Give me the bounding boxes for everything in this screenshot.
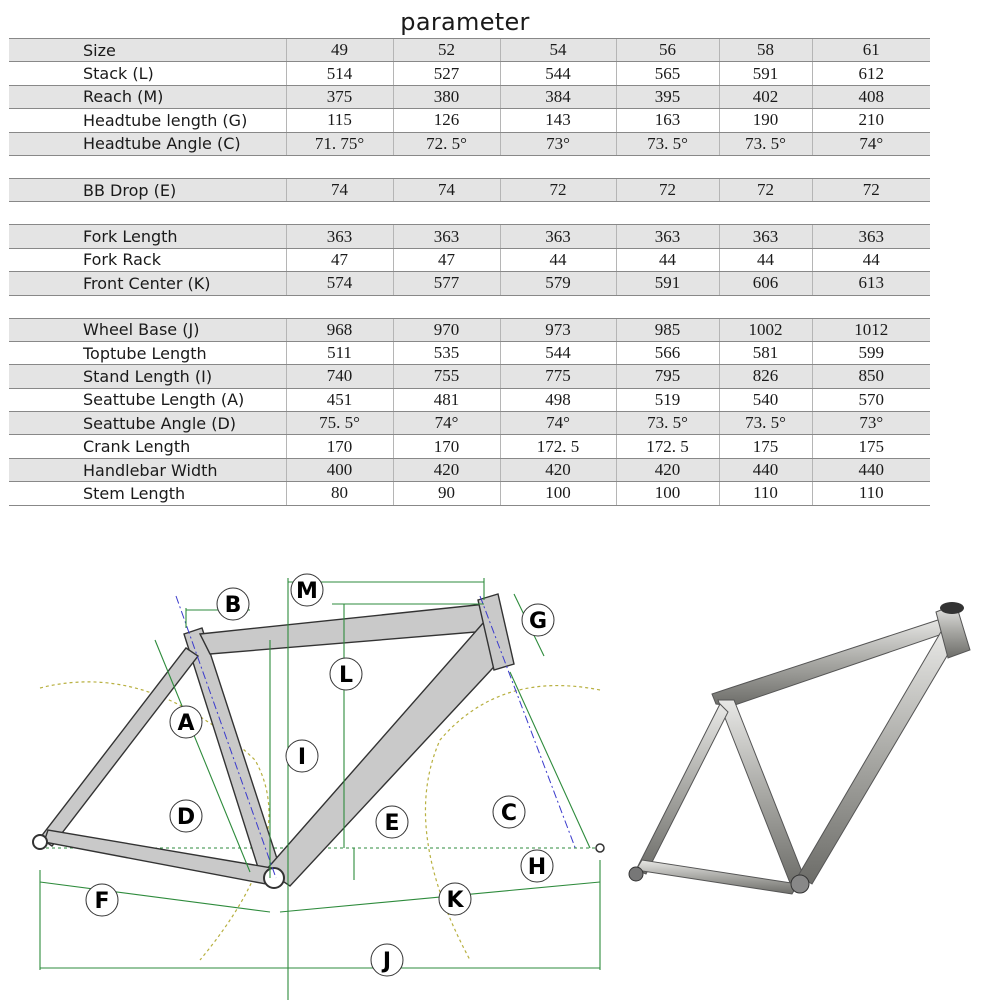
label-L bbox=[330, 658, 362, 690]
cell-value: 402 bbox=[719, 85, 812, 108]
cell-value: 363 bbox=[719, 225, 812, 248]
row-label: Headtube Angle (C) bbox=[9, 132, 286, 155]
row-label: Fork Rack bbox=[9, 248, 286, 271]
cell-value: 80 bbox=[286, 482, 393, 505]
cell-value: 90 bbox=[393, 482, 500, 505]
cell-value: 73. 5° bbox=[719, 132, 812, 155]
label-B bbox=[217, 588, 249, 620]
svg-text:J: J bbox=[382, 949, 392, 974]
cell-value: 565 bbox=[616, 62, 719, 85]
table-row bbox=[9, 85, 930, 108]
cell-value: 363 bbox=[812, 225, 930, 248]
svg-text:D: D bbox=[176, 805, 196, 830]
cell-value: 44 bbox=[616, 248, 719, 271]
row-label: Stack (L) bbox=[9, 62, 286, 85]
cell-value: 511 bbox=[286, 341, 393, 364]
svg-text:H: H bbox=[527, 855, 547, 880]
label-D bbox=[170, 800, 202, 832]
spacer-row bbox=[9, 155, 930, 178]
row-label: Reach (M) bbox=[9, 85, 286, 108]
row-label: Front Center (K) bbox=[9, 272, 286, 295]
cell-value: 100 bbox=[616, 482, 719, 505]
cell-value: 1012 bbox=[812, 318, 930, 341]
cell-value: 544 bbox=[500, 62, 616, 85]
row-label: Seattube Length (A) bbox=[9, 388, 286, 411]
cell-value: 985 bbox=[616, 318, 719, 341]
frame-geometry-diagram bbox=[0, 540, 620, 1000]
table-row bbox=[9, 272, 930, 295]
cell-value: 72 bbox=[812, 178, 930, 201]
cell-value: 47 bbox=[393, 248, 500, 271]
cell-value: 420 bbox=[393, 458, 500, 481]
cell-value: 755 bbox=[393, 365, 500, 388]
cell-value: 75. 5° bbox=[286, 412, 393, 435]
table-row bbox=[9, 39, 930, 62]
cell-value: 591 bbox=[719, 62, 812, 85]
cell-value: 581 bbox=[719, 341, 812, 364]
cell-value: 384 bbox=[500, 85, 616, 108]
cell-value: 44 bbox=[500, 248, 616, 271]
cell-value: 826 bbox=[719, 365, 812, 388]
table-row bbox=[9, 458, 930, 481]
label-A bbox=[170, 706, 202, 738]
cell-value: 72 bbox=[719, 178, 812, 201]
cell-value: 440 bbox=[812, 458, 930, 481]
cell-value: 577 bbox=[393, 272, 500, 295]
cell-value: 100 bbox=[500, 482, 616, 505]
row-label: Fork Length bbox=[9, 225, 286, 248]
table-row bbox=[9, 341, 930, 364]
row-label: Size bbox=[9, 39, 286, 62]
cell-value: 47 bbox=[286, 248, 393, 271]
cell-value: 973 bbox=[500, 318, 616, 341]
row-label: Toptube Length bbox=[9, 341, 286, 364]
geometry-table bbox=[9, 38, 930, 506]
cell-value: 74 bbox=[393, 178, 500, 201]
cell-value: 420 bbox=[616, 458, 719, 481]
cell-value: 591 bbox=[616, 272, 719, 295]
table-title: parameter bbox=[400, 8, 530, 36]
frame-photo bbox=[610, 600, 1000, 920]
frame-outline bbox=[40, 594, 514, 886]
cell-value: 210 bbox=[812, 109, 930, 132]
cell-value: 74 bbox=[286, 178, 393, 201]
cell-value: 574 bbox=[286, 272, 393, 295]
row-label: Wheel Base (J) bbox=[9, 318, 286, 341]
svg-text:L: L bbox=[338, 663, 354, 688]
label-C bbox=[493, 796, 525, 828]
cell-value: 540 bbox=[719, 388, 812, 411]
cell-value: 72 bbox=[500, 178, 616, 201]
table-row bbox=[9, 435, 930, 458]
cell-value: 970 bbox=[393, 318, 500, 341]
cell-value: 72. 5° bbox=[393, 132, 500, 155]
table-row bbox=[9, 388, 930, 411]
cell-value: 514 bbox=[286, 62, 393, 85]
cell-value: 408 bbox=[812, 85, 930, 108]
cell-value: 570 bbox=[812, 388, 930, 411]
cell-value: 599 bbox=[812, 341, 930, 364]
svg-text:F: F bbox=[94, 889, 110, 914]
table-row bbox=[9, 225, 930, 248]
cell-value: 795 bbox=[616, 365, 719, 388]
table-row bbox=[9, 248, 930, 271]
cell-value: 519 bbox=[616, 388, 719, 411]
label-H bbox=[521, 850, 553, 882]
cell-value: 613 bbox=[812, 272, 930, 295]
label-G bbox=[522, 604, 554, 636]
cell-value: 73° bbox=[812, 412, 930, 435]
cell-value: 363 bbox=[616, 225, 719, 248]
cell-value: 44 bbox=[719, 248, 812, 271]
label-E bbox=[376, 806, 408, 838]
svg-text:E: E bbox=[384, 811, 400, 836]
row-label: Headtube length (G) bbox=[9, 109, 286, 132]
cell-value: 126 bbox=[393, 109, 500, 132]
table-row bbox=[9, 62, 930, 85]
rear-wheel-arc bbox=[40, 682, 269, 960]
cell-value: 440 bbox=[719, 458, 812, 481]
row-label: BB Drop (E) bbox=[9, 178, 286, 201]
cell-value: 850 bbox=[812, 365, 930, 388]
cell-value: 110 bbox=[812, 482, 930, 505]
svg-text:C: C bbox=[500, 801, 518, 826]
table-row bbox=[9, 318, 930, 341]
cell-value: 481 bbox=[393, 388, 500, 411]
cell-value: 71. 75° bbox=[286, 132, 393, 155]
cell-value: 73° bbox=[500, 132, 616, 155]
cell-value: 420 bbox=[500, 458, 616, 481]
cell-value: 73. 5° bbox=[616, 132, 719, 155]
label-F bbox=[86, 884, 118, 916]
cell-value: 535 bbox=[393, 341, 500, 364]
cell-value: 606 bbox=[719, 272, 812, 295]
cell-value: 58 bbox=[719, 39, 812, 62]
cell-value: 143 bbox=[500, 109, 616, 132]
cell-value: 52 bbox=[393, 39, 500, 62]
cell-value: 612 bbox=[812, 62, 930, 85]
svg-text:A: A bbox=[177, 711, 195, 736]
cell-value: 170 bbox=[286, 435, 393, 458]
cell-value: 190 bbox=[719, 109, 812, 132]
table-row bbox=[9, 412, 930, 435]
cell-value: 579 bbox=[500, 272, 616, 295]
table-row bbox=[9, 109, 930, 132]
cell-value: 54 bbox=[500, 39, 616, 62]
cell-value: 115 bbox=[286, 109, 393, 132]
row-label: Stem Length bbox=[9, 482, 286, 505]
cell-value: 175 bbox=[719, 435, 812, 458]
cell-value: 172. 5 bbox=[616, 435, 719, 458]
rear-dropout bbox=[33, 835, 47, 849]
cell-value: 375 bbox=[286, 85, 393, 108]
row-label: Seattube Angle (D) bbox=[9, 412, 286, 435]
table-row bbox=[9, 178, 930, 201]
svg-text:B: B bbox=[224, 593, 242, 618]
svg-text:G: G bbox=[528, 609, 548, 634]
spacer-row bbox=[9, 295, 930, 318]
cell-value: 740 bbox=[286, 365, 393, 388]
row-label: Handlebar Width bbox=[9, 458, 286, 481]
cell-value: 544 bbox=[500, 341, 616, 364]
cell-value: 49 bbox=[286, 39, 393, 62]
row-label: Crank Length bbox=[9, 435, 286, 458]
svg-text:I: I bbox=[297, 745, 307, 770]
svg-text:K: K bbox=[446, 888, 464, 913]
cell-value: 395 bbox=[616, 85, 719, 108]
cell-value: 74° bbox=[393, 412, 500, 435]
cell-value: 110 bbox=[719, 482, 812, 505]
cell-value: 61 bbox=[812, 39, 930, 62]
cell-value: 380 bbox=[393, 85, 500, 108]
cell-value: 170 bbox=[393, 435, 500, 458]
svg-text:M: M bbox=[296, 579, 318, 604]
cell-value: 163 bbox=[616, 109, 719, 132]
cell-value: 775 bbox=[500, 365, 616, 388]
cell-value: 44 bbox=[812, 248, 930, 271]
cell-value: 175 bbox=[812, 435, 930, 458]
cell-value: 968 bbox=[286, 318, 393, 341]
cell-value: 1002 bbox=[719, 318, 812, 341]
label-K bbox=[439, 883, 471, 915]
cell-value: 527 bbox=[393, 62, 500, 85]
front-axle bbox=[596, 844, 604, 852]
table-row bbox=[9, 132, 930, 155]
label-J bbox=[371, 944, 403, 976]
cell-value: 363 bbox=[286, 225, 393, 248]
cell-value: 172. 5 bbox=[500, 435, 616, 458]
cell-value: 74° bbox=[500, 412, 616, 435]
table-row bbox=[9, 365, 930, 388]
cell-value: 72 bbox=[616, 178, 719, 201]
cell-value: 363 bbox=[393, 225, 500, 248]
cell-value: 73. 5° bbox=[719, 412, 812, 435]
cell-value: 498 bbox=[500, 388, 616, 411]
cell-value: 56 bbox=[616, 39, 719, 62]
cell-value: 363 bbox=[500, 225, 616, 248]
cell-value: 566 bbox=[616, 341, 719, 364]
cell-value: 400 bbox=[286, 458, 393, 481]
table-row bbox=[9, 482, 930, 505]
row-label: Stand Length (I) bbox=[9, 365, 286, 388]
cell-value: 451 bbox=[286, 388, 393, 411]
spacer-row bbox=[9, 202, 930, 225]
label-I bbox=[286, 740, 318, 772]
cell-value: 73. 5° bbox=[616, 412, 719, 435]
label-M bbox=[291, 574, 323, 606]
cell-value: 74° bbox=[812, 132, 930, 155]
